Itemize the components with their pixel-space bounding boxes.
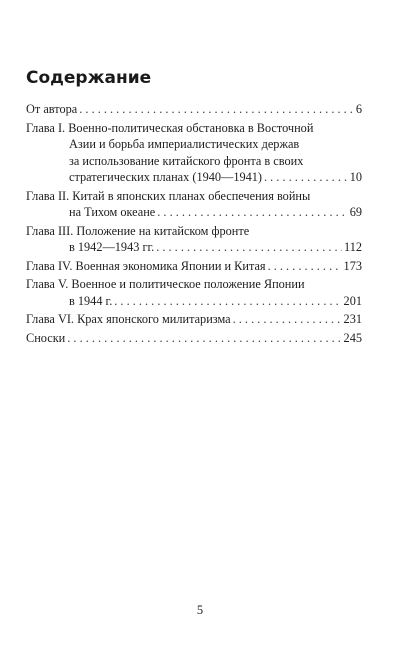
toc-entry-title: Глава II. Китай в японских планах обеспечения войны bbox=[26, 188, 311, 203]
toc-page-number: 69 bbox=[349, 205, 362, 219]
dot-leader bbox=[156, 239, 342, 256]
table-of-contents bbox=[26, 101, 362, 348]
toc-entry bbox=[26, 223, 362, 256]
toc-entry-line bbox=[26, 239, 362, 256]
toc-page-number: 10 bbox=[349, 170, 362, 184]
toc-entry-line bbox=[26, 258, 362, 275]
toc-page-number: 173 bbox=[343, 258, 362, 273]
dot-leader bbox=[264, 169, 348, 186]
toc-entry-title-continued: стратегических планах (1940—1941) bbox=[69, 170, 263, 184]
toc-entry-line bbox=[26, 101, 362, 118]
toc-entry-title-continued: в 1944 г. bbox=[69, 293, 113, 308]
toc-entry-title-continued: за использование китайского фронта в своих bbox=[69, 153, 304, 168]
toc-entry-title: Сноски bbox=[26, 330, 66, 345]
toc-entry bbox=[26, 101, 362, 118]
toc-page-number: 112 bbox=[344, 240, 362, 254]
dot-leader bbox=[268, 258, 342, 275]
toc-entry-title-continued: в 1942—1943 гг. bbox=[69, 240, 155, 254]
toc-entry-line bbox=[26, 204, 362, 221]
toc-entry bbox=[26, 258, 362, 275]
dot-leader bbox=[67, 330, 341, 347]
toc-entry-line bbox=[26, 311, 362, 328]
dot-leader bbox=[114, 293, 341, 310]
contents-heading: Содержание bbox=[26, 68, 152, 88]
toc-page-number: 231 bbox=[343, 312, 362, 326]
toc-page-number: 245 bbox=[343, 330, 362, 345]
toc-entry bbox=[26, 330, 362, 347]
toc-page-number: 201 bbox=[343, 293, 362, 308]
toc-entry-title-continued: на Тихом океане bbox=[69, 205, 156, 219]
toc-entry bbox=[26, 311, 362, 328]
dot-leader bbox=[79, 101, 354, 118]
toc-entry bbox=[26, 276, 362, 309]
toc-entry-title: Глава V. Военное и политическое положение Японии bbox=[26, 277, 305, 291]
toc-entry-title: Глава IV. Военная экономика Японии и Китая bbox=[26, 258, 266, 273]
toc-page-number: 6 bbox=[355, 102, 362, 116]
toc-entry bbox=[26, 120, 362, 186]
toc-entry-title: От автора bbox=[26, 102, 78, 116]
toc-entry-title: Глава I. Военно-политическая обстановка в Восточной bbox=[26, 120, 314, 135]
toc-entry-line bbox=[26, 293, 362, 310]
page-number: 5 bbox=[196, 603, 204, 617]
dot-leader bbox=[157, 204, 347, 221]
toc-entry-line bbox=[26, 169, 362, 186]
toc-entry-title: Глава III. Положение на китайском фронте bbox=[26, 223, 250, 238]
toc-entry-line bbox=[26, 330, 362, 347]
dot-leader bbox=[233, 311, 342, 328]
toc-entry bbox=[26, 188, 362, 221]
toc-entry-title: Глава VI. Крах японского милитаризма bbox=[26, 312, 231, 326]
toc-entry-title-continued: Азии и борьба империалистических держав bbox=[69, 137, 300, 151]
